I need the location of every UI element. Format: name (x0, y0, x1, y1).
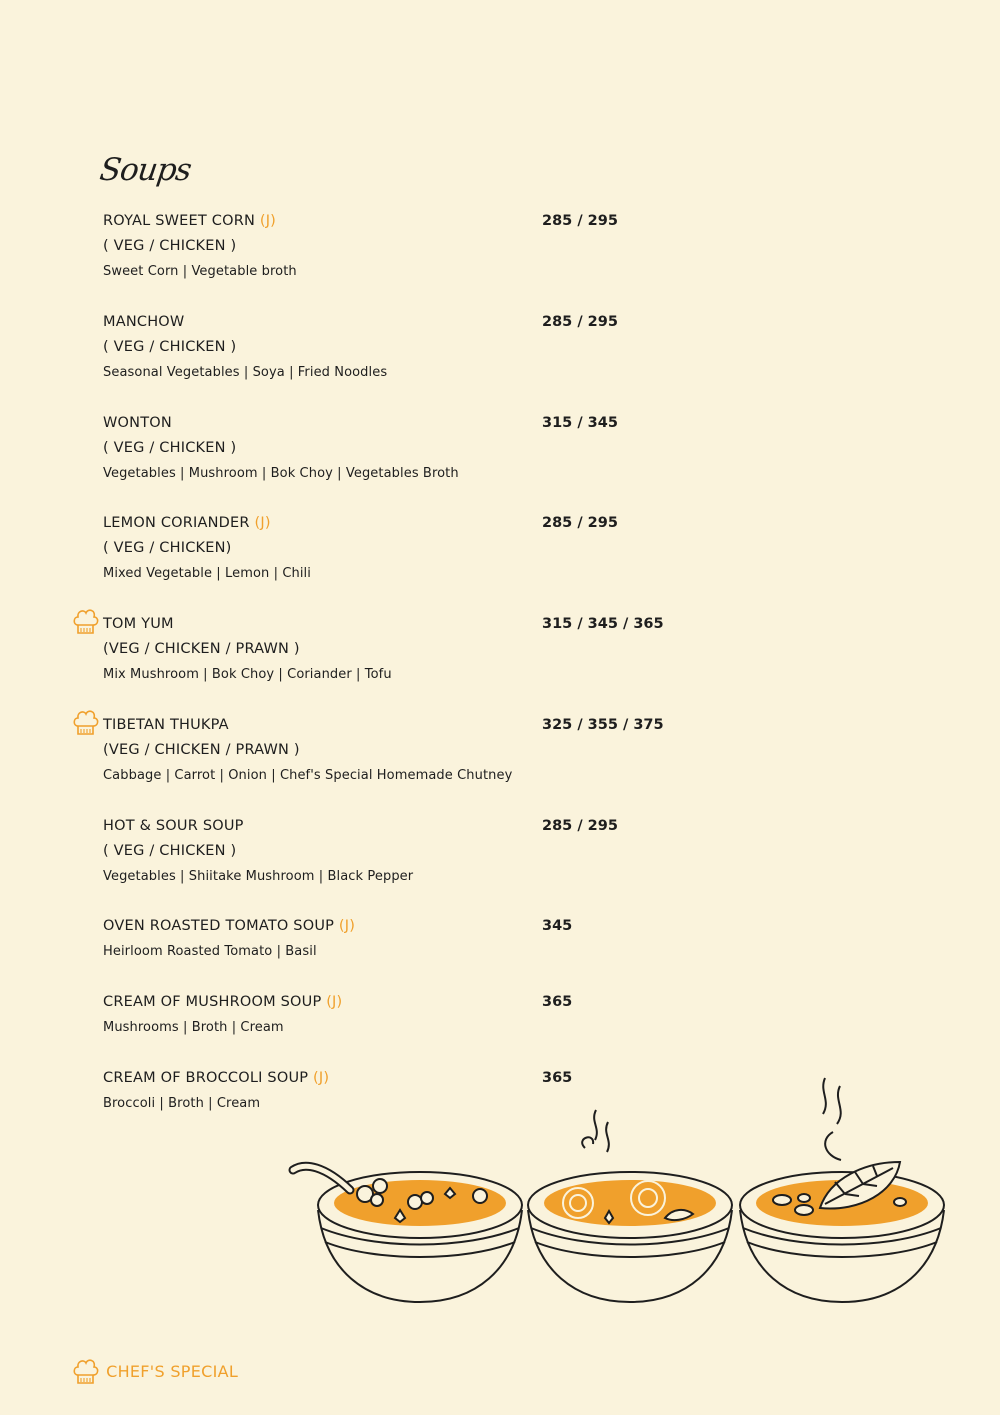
section-title: Soups (97, 152, 194, 188)
menu-item (103, 914, 703, 965)
item-tag: (J) (338, 918, 356, 934)
item-description: Heirloom Roasted Tomato | Basil (103, 944, 317, 959)
item-description: Sweet Corn | Vegetable broth (103, 264, 297, 279)
menu-item (103, 713, 703, 789)
item-variants: (VEG / CHICKEN / PRAWN ) (103, 641, 300, 657)
item-description: Cabbage | Carrot | Onion | Chef's Special Homemade Chutney (103, 768, 513, 783)
item-variants: ( VEG / CHICKEN ) (103, 440, 237, 456)
item-variants: ( VEG / CHICKEN ) (103, 843, 237, 859)
item-name: WONTON (103, 415, 172, 431)
item-tag: (J) (254, 515, 271, 531)
item-name: TIBETAN THUKPA (103, 717, 229, 733)
item-description: Mixed Vegetable | Lemon | Chili (103, 566, 311, 581)
menu-item (103, 209, 703, 285)
item-tag: (J) (313, 1070, 330, 1086)
menu-item (103, 990, 703, 1041)
item-price: 325 / 355 / 375 (542, 717, 664, 733)
item-name: LEMON CORIANDER (103, 515, 250, 531)
soup-bowl-icon (740, 1078, 944, 1302)
item-description: Vegetables | Shiitake Mushroom | Black Pepper (103, 869, 414, 884)
item-variants: ( VEG / CHICKEN ) (103, 238, 237, 254)
chef-hat-icon (72, 606, 99, 636)
item-price: 285 / 295 (542, 213, 618, 229)
item-price: 365 (542, 994, 573, 1010)
item-description: Seasonal Vegetables | Soya | Fried Noodles (103, 365, 388, 380)
item-price: 315 / 345 / 365 (542, 616, 664, 632)
item-name: TOM YUM (103, 616, 174, 632)
menu-item (103, 612, 703, 688)
menu-item (103, 411, 703, 487)
item-name: HOT & SOUR SOUP (103, 818, 244, 834)
item-price: 365 (542, 1070, 573, 1086)
item-name: MANCHOW (103, 314, 185, 330)
soup-bowls-illustration (285, 1070, 955, 1315)
item-description: Mix Mushroom | Bok Choy | Coriander | Tofu (103, 667, 392, 682)
item-description: Mushrooms | Broth | Cream (103, 1020, 284, 1035)
item-name: ROYAL SWEET CORN (103, 213, 256, 229)
menu-item (103, 310, 703, 386)
item-variants: (VEG / CHICKEN / PRAWN ) (103, 742, 300, 758)
item-description: Vegetables | Mushroom | Bok Choy | Vegetables Broth (103, 466, 459, 481)
item-price: 285 / 295 (542, 314, 618, 330)
item-name: CREAM OF MUSHROOM SOUP (103, 994, 322, 1010)
item-price: 285 / 295 (542, 818, 618, 834)
menu-item (103, 814, 703, 890)
item-price: 345 (542, 918, 573, 934)
soup-bowl-icon (528, 1110, 732, 1302)
chef-hat-icon (72, 707, 99, 737)
item-variants: ( VEG / CHICKEN ) (103, 339, 237, 355)
soup-bowl-icon (293, 1166, 522, 1302)
chef-hat-icon (72, 1356, 99, 1386)
item-tag: (J) (259, 213, 277, 229)
menu-item (103, 511, 703, 587)
legend-label: CHEF'S SPECIAL (106, 1361, 239, 1381)
item-price: 315 / 345 (542, 415, 618, 431)
item-variants: ( VEG / CHICKEN) (103, 540, 232, 556)
item-name: OVEN ROASTED TOMATO SOUP (103, 918, 335, 934)
item-tag: (J) (326, 994, 343, 1010)
item-price: 285 / 295 (542, 515, 618, 531)
item-name: CREAM OF BROCCOLI SOUP (103, 1070, 309, 1086)
chef-special-legend (72, 1356, 238, 1386)
item-description: Broccoli | Broth | Cream (103, 1096, 261, 1111)
